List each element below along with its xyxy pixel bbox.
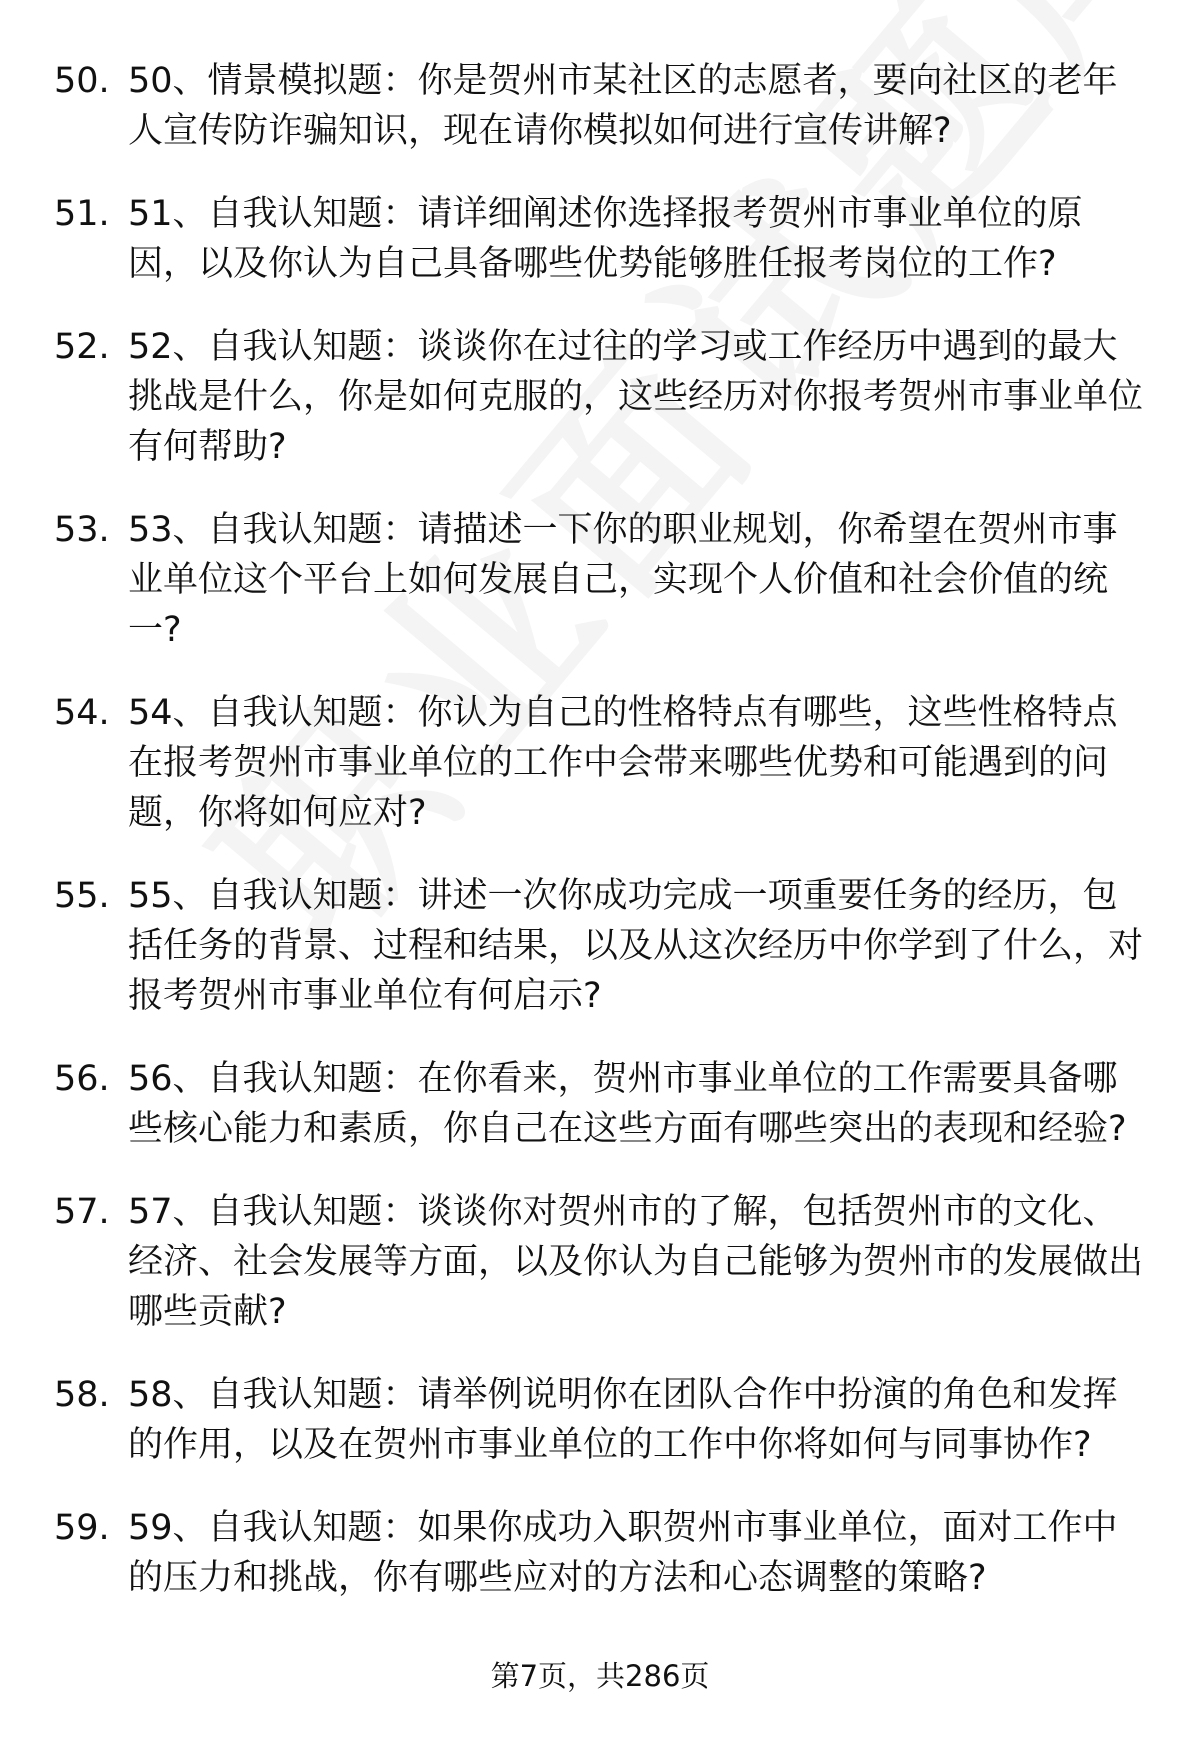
- question-text: 58、自我认知题：请举例说明你在团队合作中扮演的角色和发挥的作用，以及在贺州市事业单位的工作中你将如何与同事协作?: [128, 1375, 1118, 1465]
- question-number: 54.: [54, 693, 110, 733]
- question-number: 50.: [54, 61, 110, 101]
- question-list: [0, 56, 1200, 1636]
- question-item: [0, 1054, 1200, 1154]
- question-item: [0, 322, 1200, 472]
- question-item: [0, 56, 1200, 156]
- page-footer: 第7页，共286页: [490, 1659, 710, 1693]
- question-number: 51.: [54, 194, 110, 234]
- question-item: [0, 688, 1200, 838]
- question-number: 58.: [54, 1375, 110, 1415]
- question-text: 56、自我认知题：在你看来，贺州市事业单位的工作需要具备哪些核心能力和素质，你自己在这些方面有哪些突出的表现和经验?: [128, 1059, 1127, 1149]
- question-text: 53、自我认知题：请描述一下你的职业规划，你希望在贺州市事业单位这个平台上如何发展自己，实现个人价值和社会价值的统一?: [128, 510, 1118, 650]
- question-number: 53.: [54, 510, 110, 550]
- question-number: 52.: [54, 327, 110, 367]
- question-text: 54、自我认知题：你认为自己的性格特点有哪些，这些性格特点在报考贺州市事业单位的工作中会带来哪些优势和可能遇到的问题，你将如何应对?: [128, 693, 1118, 833]
- question-text: 59、自我认知题：如果你成功入职贺州市事业单位，面对工作中的压力和挑战，你有哪些应对的方法和心态调整的策略?: [128, 1508, 1118, 1598]
- question-number: 59.: [54, 1508, 110, 1548]
- question-text: 52、自我认知题：谈谈你在过往的学习或工作经历中遇到的最大挑战是什么，你是如何克服的，这些经历对你报考贺州市事业单位有何帮助?: [128, 327, 1144, 467]
- question-text: 50、情景模拟题：你是贺州市某社区的志愿者，要向社区的老年人宣传防诈骗知识，现在请你模拟如何进行宣传讲解?: [128, 61, 1118, 151]
- question-item: [0, 871, 1200, 1021]
- question-item: [0, 1370, 1200, 1470]
- question-item: [0, 505, 1200, 655]
- question-text: 51、自我认知题：请详细阐述你选择报考贺州市事业单位的原因，以及你认为自己具备哪些优势能够胜任报考岗位的工作?: [128, 194, 1083, 284]
- question-item: [0, 1187, 1200, 1337]
- question-number: 57.: [54, 1192, 110, 1232]
- question-text: 55、自我认知题：讲述一次你成功完成一项重要任务的经历，包括任务的背景、过程和结果，以及从这次经历中你学到了什么，对报考贺州市事业单位有何启示?: [128, 876, 1144, 1016]
- question-number: 56.: [54, 1059, 110, 1099]
- question-text: 57、自我认知题：谈谈你对贺州市的了解，包括贺州市的文化、经济、社会发展等方面，以及你认为自己能够为贺州市的发展做出哪些贡献?: [128, 1192, 1144, 1332]
- question-number: 55.: [54, 876, 110, 916]
- question-item: [0, 189, 1200, 289]
- question-item: [0, 1503, 1200, 1603]
